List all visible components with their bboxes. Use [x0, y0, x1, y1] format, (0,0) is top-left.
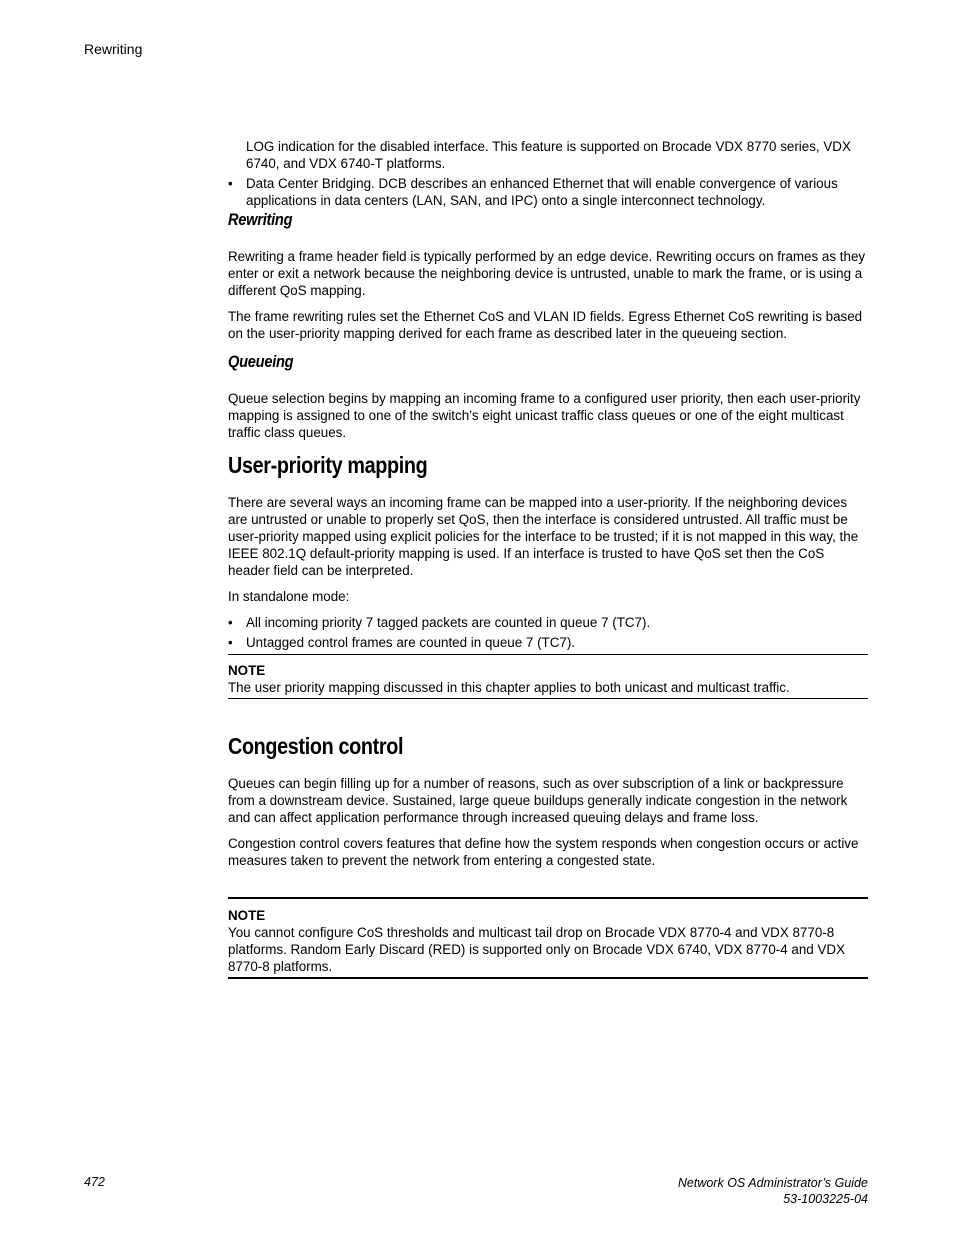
queueing-heading: Queueing: [228, 352, 294, 371]
rewriting-heading: Rewriting: [228, 210, 293, 229]
user-priority-paragraph: There are several ways an incoming frame can be mapped into a user-priority. If the neighboring devices are untrusted or unable to properly set QoS, then the interface is considered untrusted. All traffic must be user-priority mapped using explicit policies for the interface to be trusted; if it is not mapped in this way, the IEEE 802.1Q default-priority mapping is used. If an interface is trusted to have QoS set then the CoS header field can be interpreted.: [228, 495, 859, 578]
bullet-icon: •: [228, 615, 233, 630]
bullet-icon: •: [228, 635, 233, 650]
page-number: 472: [84, 1175, 105, 1189]
standalone-mode-label: In standalone mode:: [228, 589, 350, 604]
footer-doc-info: [678, 1175, 868, 1207]
page-content: [228, 138, 868, 1011]
congestion-paragraph: Queues can begin filling up for a number of reasons, such as over subscription of a link or backpressure from a downstream device. Sustained, large queue buildups generally indicate congestion in the network and can affect application performance through increased queuing delays and frame loss.: [228, 776, 848, 825]
standalone-bullet-list: [228, 614, 868, 651]
doc-number: 53-1003225-04: [783, 1192, 868, 1206]
note-text: The user priority mapping discussed in this chapter applies to both unicast and multicast traffic.: [228, 680, 790, 695]
note-label: NOTE: [228, 663, 266, 678]
note-text: You cannot configure CoS thresholds and multicast tail drop on Brocade VDX 8770-4 and VDX 8770-8 platforms. Random Early Discard (RED) is supported only on Brocade VDX 6740, VDX 8770-4 and VDX 8770-8 platforms.: [228, 925, 846, 974]
list-item: [228, 175, 868, 209]
bullet-icon: •: [228, 176, 233, 191]
intro-continuation: LOG indication for the disabled interface. This feature is supported on Brocade VDX 8770 series, VDX 6740, and VDX 6740-T platforms.: [246, 139, 851, 171]
user-priority-heading: User-priority mapping: [228, 452, 428, 478]
user-priority-note: [228, 654, 868, 699]
running-header: Rewriting: [84, 41, 143, 57]
guide-title: Network OS Administrator’s Guide: [677, 1176, 868, 1190]
rewriting-paragraph: Rewriting a frame header field is typically performed by an edge device. Rewriting occurs on frames as they enter or exit a network because the neighboring device is untrusted, unable to mark the frame, or is using a different QoS mapping.: [228, 249, 866, 298]
congestion-paragraph: Congestion control covers features that define how the system responds when congestion occurs or active measures taken to prevent the network from entering a congested state.: [228, 836, 859, 868]
list-item-text: Data Center Bridging. DCB describes an enhanced Ethernet that will enable convergence of various applications in data centers (LAN, SAN, and IPC) onto a single interconnect technology.: [246, 176, 838, 208]
list-item-text: All incoming priority 7 tagged packets are counted in queue 7 (TC7).: [246, 615, 651, 630]
rewriting-paragraph: The frame rewriting rules set the Ethernet CoS and VLAN ID fields. Egress Ethernet CoS rewriting is based on the user-priority mapping derived for each frame as described later in the queueing section.: [228, 309, 863, 341]
intro-bullet-list: [228, 175, 868, 209]
list-item: [228, 634, 868, 651]
congestion-note: [228, 897, 868, 979]
congestion-heading: Congestion control: [228, 733, 404, 759]
list-item: [228, 614, 868, 631]
list-item-text: Untagged control frames are counted in queue 7 (TC7).: [246, 635, 575, 650]
queueing-paragraph: Queue selection begins by mapping an incoming frame to a configured user priority, then each user-priority mapping is assigned to one of the switch’s eight unicast traffic class queues or one of the eight multicast traffic class queues.: [228, 391, 861, 440]
note-label: NOTE: [228, 908, 266, 923]
